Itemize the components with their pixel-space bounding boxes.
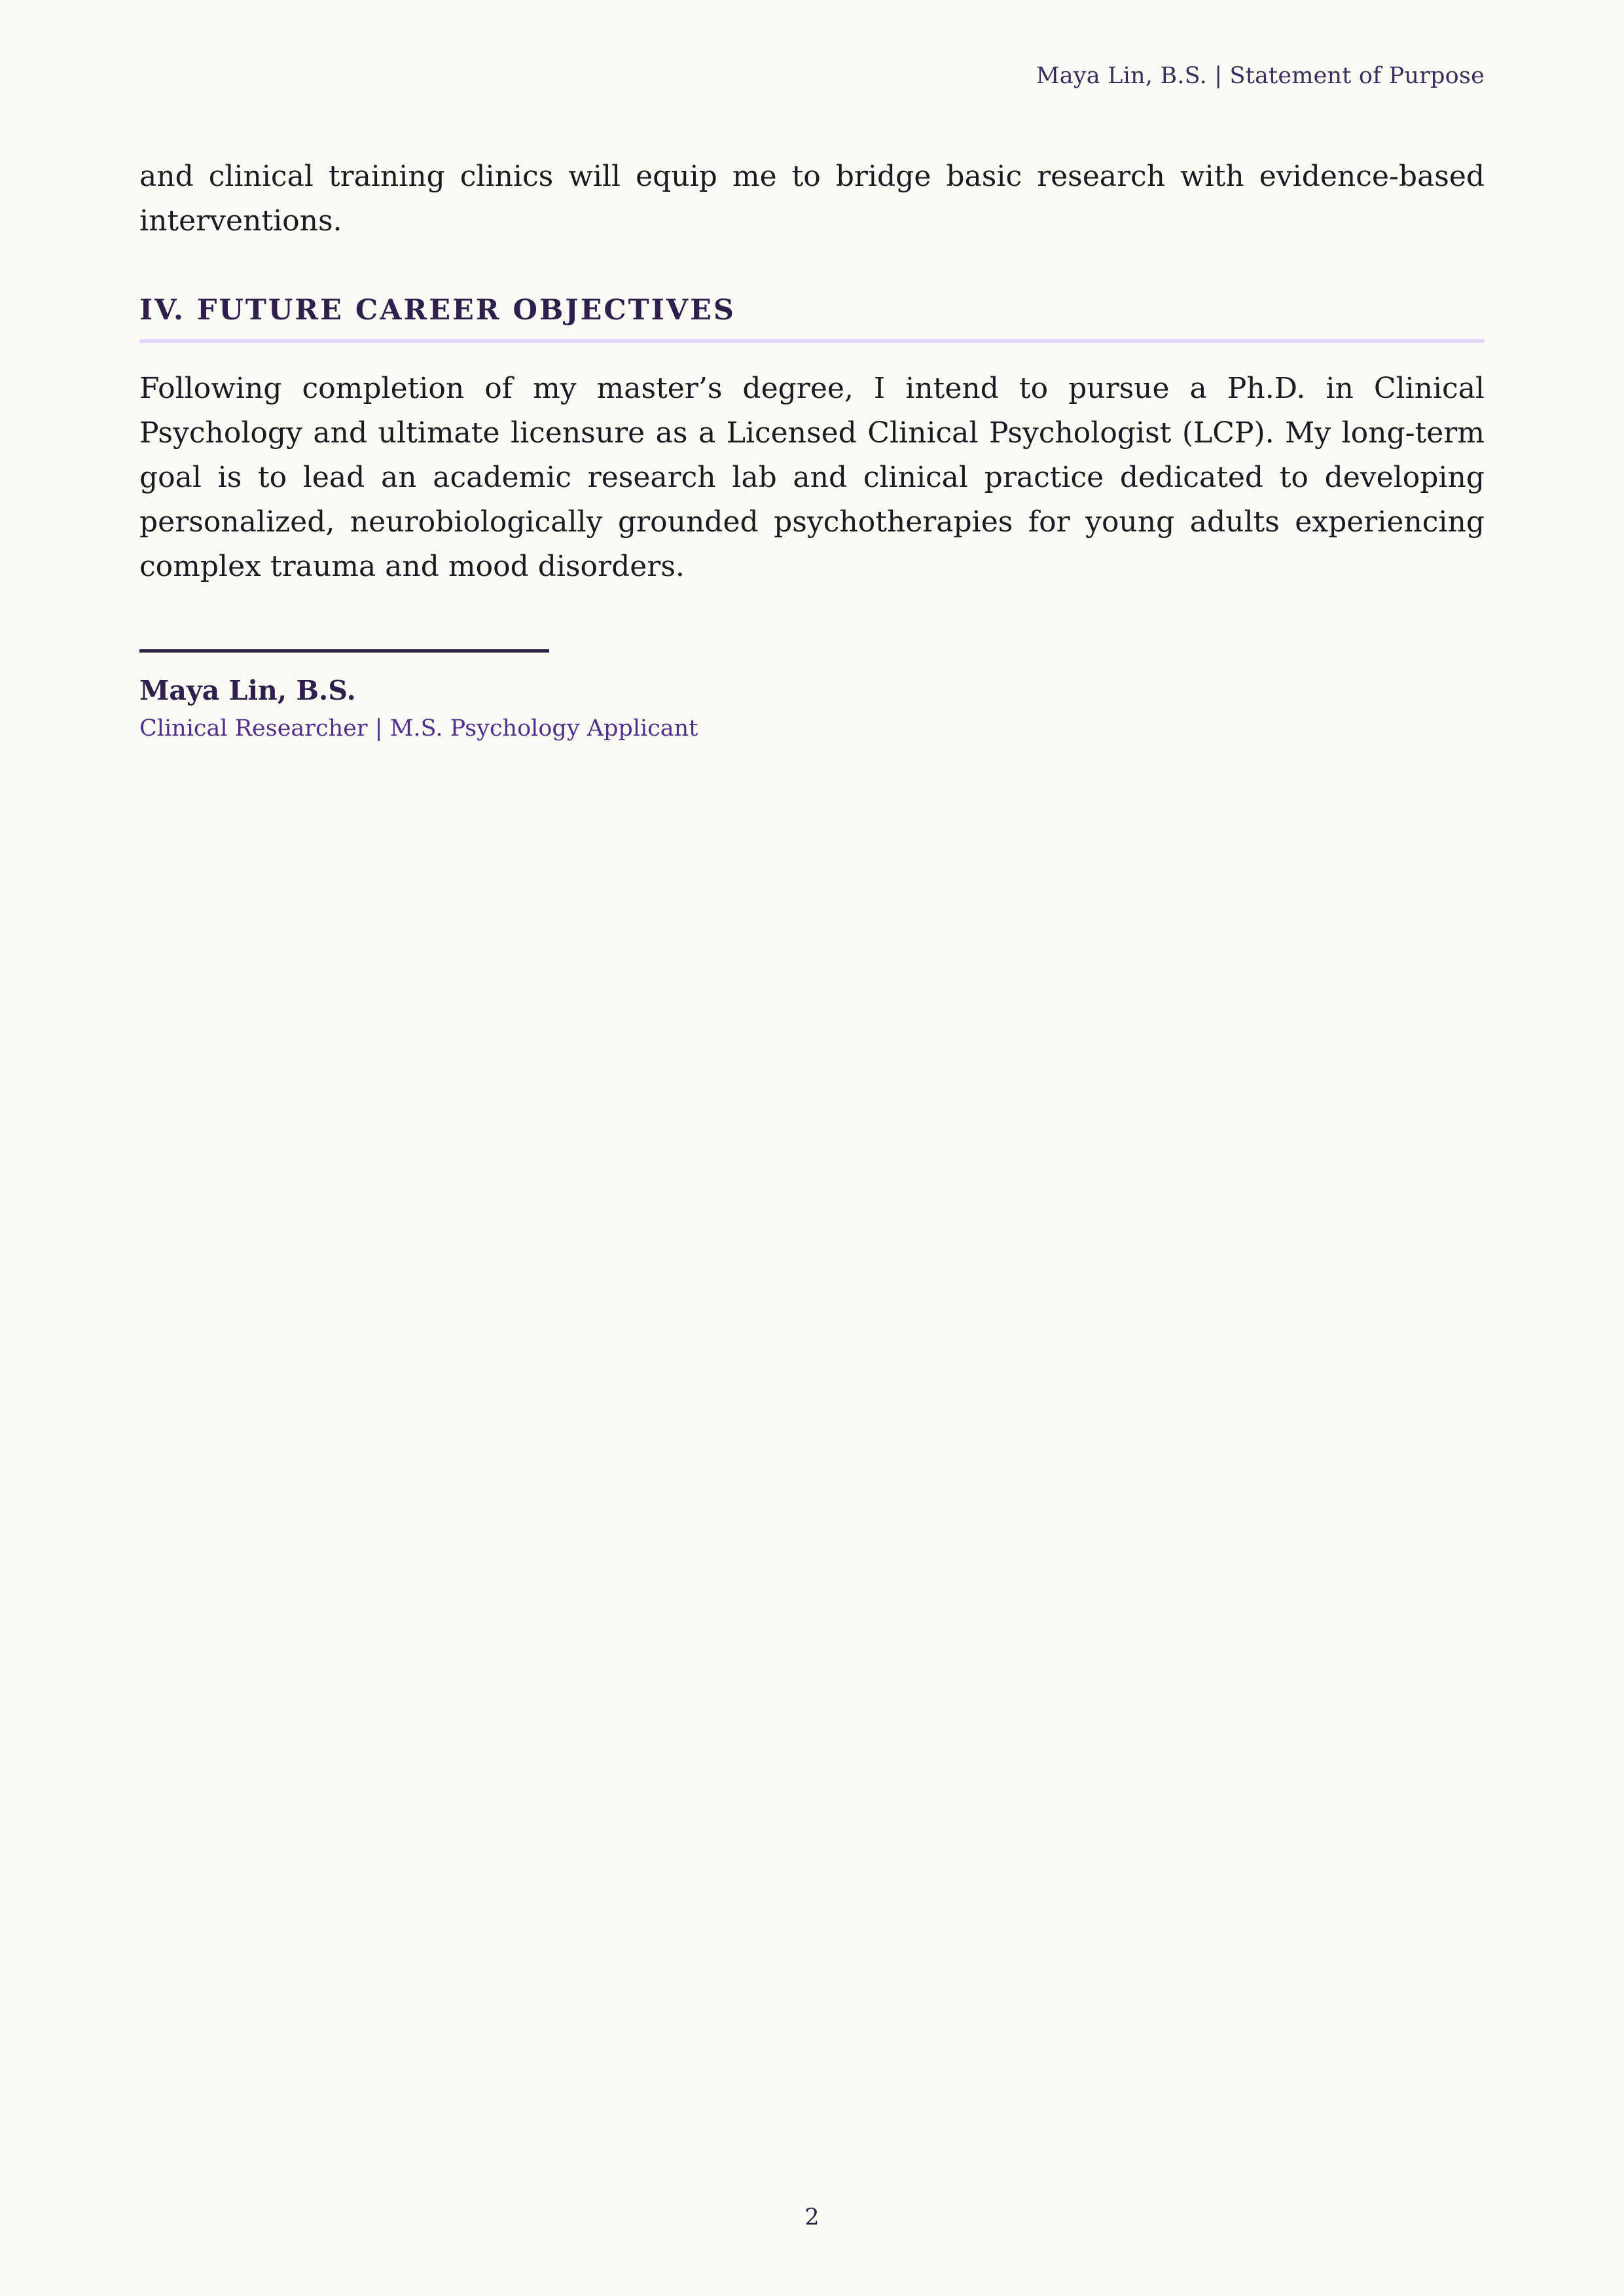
signature-block bbox=[139, 649, 1485, 744]
signature-name: Maya Lin, B.S. bbox=[139, 675, 356, 706]
signature-title: Clinical Researcher | M.S. Psychology Applicant bbox=[139, 715, 698, 742]
running-header: Maya Lin, B.S. | Statement of Purpose bbox=[1036, 63, 1485, 89]
continued-paragraph: and clinical training clinics will equip me to bridge basic research with evidence-based interventions. bbox=[139, 160, 1485, 238]
section-paragraph: Following completion of my master’s degree, I intend to pursue a Ph.D. in Clinical Psychology and ultimate licensure as a Licensed Clinical Psychologist (LCP). My long-term goal is to lead an academic research lab and clinical practice dedicated to developing personalized, neurobiologically grounded psychotherapies for young adults experiencing complex trauma and mood disorders. bbox=[139, 372, 1485, 583]
document-body bbox=[139, 154, 1485, 744]
signature-line bbox=[139, 649, 549, 653]
page-number: 2 bbox=[804, 2204, 820, 2231]
section-heading: IV. FUTURE CAREER OBJECTIVES bbox=[139, 291, 1485, 343]
